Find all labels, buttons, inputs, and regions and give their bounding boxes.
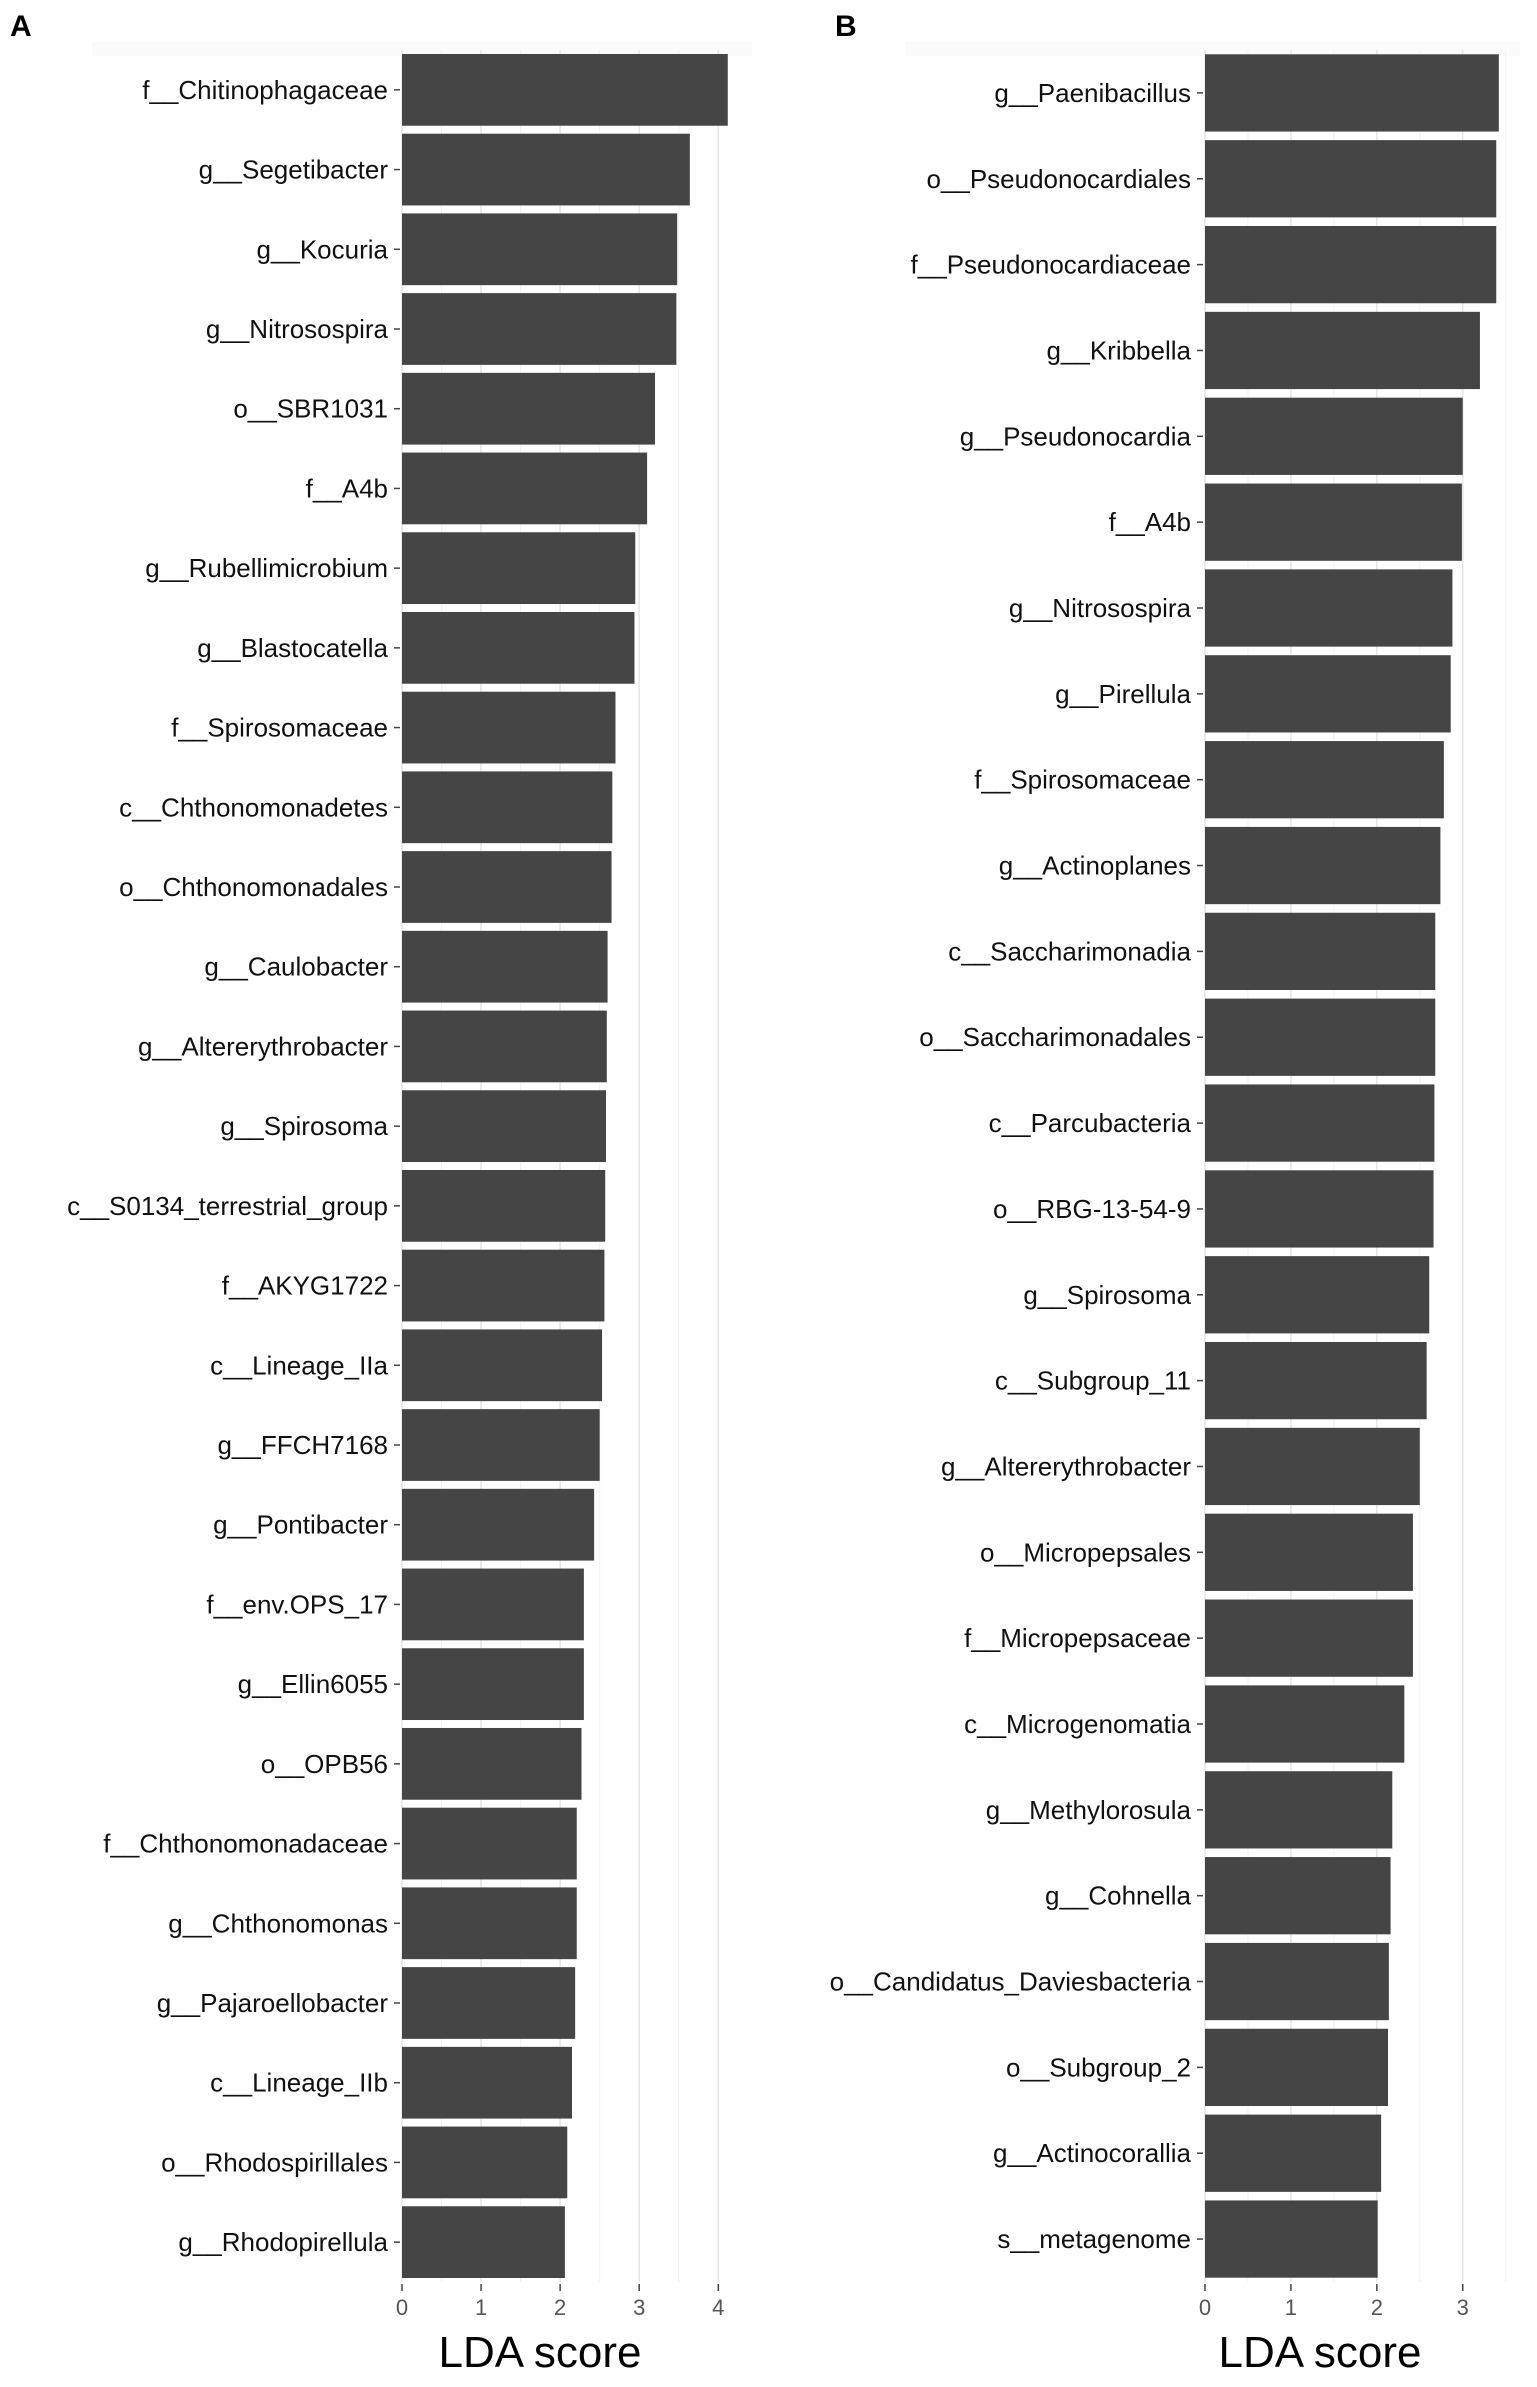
bar-c__Parcubacteria — [1205, 1084, 1434, 1161]
y-tick-label: o__SBR1031 — [233, 393, 388, 424]
y-tick-label: c__Parcubacteria — [988, 1108, 1191, 1139]
bar-g__Chthonomonas — [402, 1887, 577, 1959]
y-tick-label: o__Saccharimonadales — [919, 1022, 1191, 1053]
y-tick-label: g__Actinocorallia — [992, 2138, 1191, 2169]
bar-g__FFCH7168 — [402, 1409, 600, 1481]
y-tick-label: g__Chthonomonas — [168, 1908, 388, 1939]
y-tick-label: g__Altererythrobacter — [940, 1451, 1191, 1482]
bar-f__Spirosomaceae — [402, 692, 615, 764]
x-axis-title: LDA score — [438, 2328, 642, 2377]
y-tick-label: c__Saccharimonadia — [948, 936, 1191, 967]
bar-g__Segetibacter — [402, 134, 690, 206]
y-tick-label: g__Paenibacillus — [994, 77, 1191, 108]
bar-o__Rhodospirillales — [402, 2127, 567, 2199]
y-tick-label: c__Lineage_IIa — [210, 1350, 388, 1381]
panel-b — [830, 10, 1520, 2377]
bar-g__Pseudonocardia — [1205, 398, 1463, 475]
y-tick-label: g__Pontibacter — [213, 1509, 388, 1540]
y-tick-label: g__Methylorosula — [985, 1794, 1191, 1825]
panel-top-band — [905, 42, 1520, 56]
y-tick-label: g__Actinoplanes — [998, 850, 1191, 881]
x-tick-label: 0 — [395, 2295, 409, 2320]
y-tick-label: f__Chthonomonadaceae — [103, 1828, 388, 1859]
y-tick-label: c__Subgroup_11 — [994, 1365, 1191, 1396]
panel-top-band — [92, 42, 752, 56]
bar-f__env.OPS_17 — [402, 1569, 584, 1641]
y-tick-label: o__Candidatus_Daviesbacteria — [829, 1966, 1191, 1997]
bar-g__Actinoplanes — [1205, 827, 1440, 904]
bar-g__Rhodopirellula — [402, 2206, 565, 2278]
x-tick-label: 2 — [554, 2295, 567, 2320]
panel-label: A — [10, 10, 32, 43]
bar-g__Pontibacter — [402, 1489, 594, 1561]
y-tick-label: c__Lineage_IIb — [210, 2067, 388, 2098]
y-tick-label: c__Microgenomatia — [964, 1709, 1191, 1739]
bar-g__Spirosoma — [402, 1090, 606, 1162]
y-tick-label: f__A4b — [305, 473, 388, 504]
bar-g__Methylorosula — [1205, 1771, 1392, 1848]
bar-o__RBG-13-54-9 — [1205, 1170, 1434, 1247]
bar-o__OPB56 — [402, 1728, 581, 1800]
y-tick-label: g__Kribbella — [1046, 335, 1191, 366]
bar-f__A4b — [1205, 484, 1462, 561]
bar-o__Micropepsales — [1205, 1514, 1413, 1591]
y-tick-label: g__Nitrosospira — [1008, 593, 1191, 623]
bar-c__Lineage_IIb — [402, 2047, 572, 2119]
y-tick-label: g__Pirellula — [1055, 678, 1191, 709]
panel-a — [10, 10, 752, 2377]
bar-o__Saccharimonadales — [1205, 999, 1435, 1076]
bar-g__Spirosoma — [1205, 1256, 1429, 1333]
y-tick-label: f__Spirosomaceae — [171, 712, 388, 743]
bar-c__Subgroup_11 — [1205, 1342, 1427, 1419]
y-tick-label: g__Pseudonocardia — [959, 421, 1191, 452]
y-tick-label: g__Ellin6055 — [237, 1669, 388, 1700]
x-tick-label: 1 — [474, 2295, 488, 2320]
y-tick-label: g__Kocuria — [256, 234, 388, 265]
bar-g__Pirellula — [1205, 655, 1451, 732]
bar-f__Spirosomaceae — [1205, 741, 1444, 818]
x-tick-label: 3 — [633, 2295, 646, 2320]
x-tick-label: 0 — [1198, 2295, 1212, 2320]
y-tick-label: g__Nitrosospira — [205, 314, 388, 344]
y-tick-label: g__Caulobacter — [204, 951, 388, 982]
y-tick-label: g__Spirosoma — [220, 1111, 388, 1142]
x-axis-title: LDA score — [1218, 2328, 1422, 2377]
bar-o__Candidatus_Daviesbacteria — [1205, 1943, 1389, 2020]
bar-g__Blastocatella — [402, 612, 634, 684]
bar-f__A4b — [402, 453, 647, 525]
x-tick-label: 3 — [1456, 2295, 1469, 2320]
bar-g__Cohnella — [1205, 1857, 1391, 1934]
bar-c__Saccharimonadia — [1205, 913, 1435, 990]
bar-f__AKYG1722 — [402, 1250, 604, 1322]
bar-o__Chthonomonadales — [402, 851, 612, 923]
bar-c__Chthonomonadetes — [402, 771, 612, 843]
bar-g__Caulobacter — [402, 931, 608, 1003]
y-tick-label: f__Spirosomaceae — [974, 764, 1191, 795]
x-tick-label: 4 — [712, 2295, 725, 2320]
y-tick-label: g__Rhodopirellula — [178, 2227, 388, 2258]
y-tick-label: f__AKYG1722 — [221, 1270, 388, 1301]
y-tick-label: c__Chthonomonadetes — [119, 792, 388, 823]
y-tick-label: g__Rubellimicrobium — [145, 553, 388, 584]
bar-c__Microgenomatia — [1205, 1685, 1404, 1762]
y-tick-label: o__Micropepsales — [979, 1537, 1191, 1568]
y-tick-label: o__Subgroup_2 — [1005, 2052, 1191, 2083]
y-tick-label: o__Rhodospirillales — [161, 2147, 388, 2178]
panel-label: B — [835, 10, 857, 43]
bar-g__Altererythrobacter — [1205, 1428, 1420, 1505]
bar-g__Paenibacillus — [1205, 54, 1499, 131]
y-tick-label: o__OPB56 — [260, 1748, 388, 1779]
bar-f__Micropepsaceae — [1205, 1600, 1413, 1677]
bar-g__Nitrosospira — [402, 293, 676, 365]
bar-g__Rubellimicrobium — [402, 532, 635, 604]
bar-f__Chitinophagaceae — [402, 54, 728, 126]
bar-o__SBR1031 — [402, 373, 655, 445]
x-tick-label: 2 — [1370, 2295, 1383, 2320]
bar-g__Altererythrobacter — [402, 1011, 607, 1083]
y-tick-label: g__Segetibacter — [198, 154, 388, 185]
x-tick-label: 1 — [1284, 2295, 1298, 2320]
bar-g__Nitrosospira — [1205, 569, 1452, 646]
y-tick-label: g__Blastocatella — [197, 632, 388, 663]
bar-s__metagenome — [1205, 2200, 1378, 2277]
bar-g__Kribbella — [1205, 312, 1480, 389]
y-tick-label: f__A4b — [1108, 507, 1191, 538]
y-tick-label: c__S0134_terrestrial_group — [67, 1190, 388, 1221]
y-tick-label: g__Altererythrobacter — [137, 1031, 388, 1062]
y-tick-label: f__env.OPS_17 — [206, 1589, 388, 1620]
y-tick-label: s__metagenome — [997, 2224, 1191, 2255]
y-tick-label: g__FFCH7168 — [217, 1430, 388, 1460]
y-tick-label: f__Chitinophagaceae — [142, 74, 388, 105]
bar-f__Chthonomonadaceae — [402, 1808, 577, 1880]
bar-f__Pseudonocardiaceae — [1205, 226, 1496, 303]
bar-g__Kocuria — [402, 213, 677, 285]
y-tick-label: f__Micropepsaceae — [964, 1623, 1191, 1654]
y-tick-label: o__RBG-13-54-9 — [993, 1193, 1191, 1224]
y-tick-label: g__Spirosoma — [1023, 1279, 1191, 1310]
bar-g__Pajaroellobacter — [402, 1967, 575, 2039]
y-tick-label: g__Pajaroellobacter — [156, 1988, 388, 2018]
y-tick-label: g__Cohnella — [1044, 1880, 1191, 1911]
bar-o__Subgroup_2 — [1205, 2029, 1388, 2106]
y-tick-label: o__Pseudonocardiales — [926, 163, 1191, 194]
y-tick-label: o__Chthonomonadales — [119, 872, 388, 902]
bar-g__Ellin6055 — [402, 1648, 584, 1720]
bar-c__S0134_terrestrial_group — [402, 1170, 605, 1242]
bar-g__Actinocorallia — [1205, 2115, 1381, 2192]
bar-o__Pseudonocardiales — [1205, 140, 1496, 217]
bar-c__Lineage_IIa — [402, 1329, 602, 1401]
y-tick-label: f__Pseudonocardiaceae — [910, 249, 1191, 280]
